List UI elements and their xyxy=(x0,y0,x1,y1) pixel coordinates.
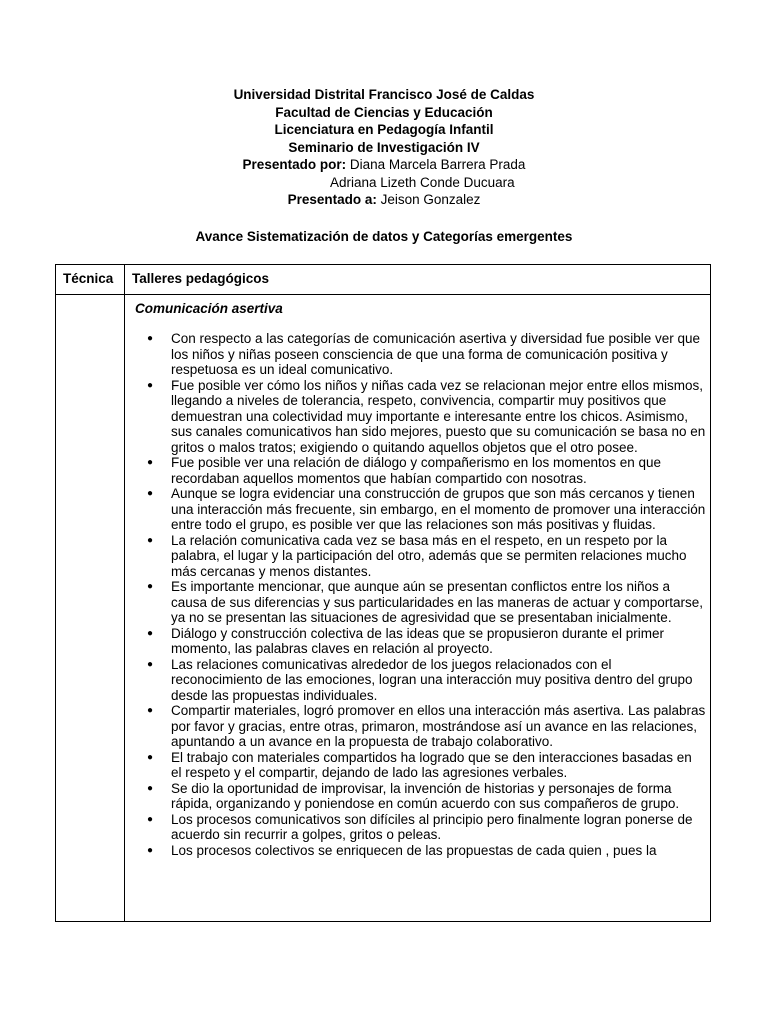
bullet-icon: ● xyxy=(147,844,154,856)
bullet-icon: ● xyxy=(147,813,154,825)
list-item xyxy=(135,843,706,859)
author-2: Adriana Lizeth Conde Ducuara xyxy=(330,174,515,190)
list-item xyxy=(135,703,706,750)
bullet-icon: ● xyxy=(147,581,154,592)
list-item xyxy=(135,579,706,626)
presented-by-label: Presentado por: xyxy=(242,157,347,172)
bullet-icon: ● xyxy=(147,627,154,639)
document-header xyxy=(0,86,768,209)
bullet-icon: ● xyxy=(147,488,154,499)
list-item-text: Con respecto a las categorías de comunicación asertiva y diversidad fue posible ver que los niños y niñas poseen consciencia de que una forma de comunicación positiva y respetuosa es un ideal comunicativo. xyxy=(171,331,701,377)
list-item xyxy=(135,626,706,657)
bullet-icon: ● xyxy=(147,534,154,546)
list-item xyxy=(135,331,706,378)
bullet-icon: ● xyxy=(147,333,154,344)
list-item xyxy=(135,486,706,533)
list-item xyxy=(135,781,706,812)
bullet-list xyxy=(135,331,706,858)
list-item-text: Compartir materiales, logró promover en ellos una interacción más asertiva. Las palabras por favor y gracias, entre otras, primaron, mostrándose así un avance en las relaciones, apuntando a un avance en la propuesta de trabajo colaborativo. xyxy=(171,703,706,749)
presented-to-line xyxy=(0,191,768,209)
recipient-name: Jeison Gonzalez xyxy=(380,192,481,207)
list-item-text: Diálogo y construcción colectiva de las ideas que se propusieron durante el primer momento, las palabras claves en relación al proyecto. xyxy=(171,625,665,656)
author-1: Diana Marcela Barrera Prada xyxy=(349,157,526,172)
bullet-icon: ● xyxy=(147,457,154,468)
list-item xyxy=(135,812,706,843)
list-item-text: Fue posible ver una relación de diálogo y compañerismo en los momentos en que recordaban aquellos momentos que habían compartido con nosotras. xyxy=(171,455,662,486)
list-item xyxy=(135,378,706,456)
list-item xyxy=(135,455,706,486)
content-cell xyxy=(125,294,711,921)
column-header-tecnica: Técnica xyxy=(56,265,125,295)
list-item-text: Los procesos colectivos se enriquecen de las propuestas de cada quien , pues la xyxy=(171,842,657,858)
data-table xyxy=(55,264,711,922)
bullet-icon: ● xyxy=(147,658,154,670)
bullet-icon: ● xyxy=(147,751,154,763)
list-item-text: La relación comunicativa cada vez se basa más en el respeto, en un respeto por la palabra, el lugar y la participación del otro, además que se permiten relaciones mucho más cercanas y menos distantes. xyxy=(171,532,687,579)
tecnica-cell xyxy=(56,294,125,921)
seminar-name: Seminario de Investigación IV xyxy=(288,139,480,155)
faculty-name: Facultad de Ciencias y Educación xyxy=(275,104,493,120)
list-item-text: Se dio la oportunidad de improvisar, la invención de historias y personajes de forma rápida, organizando y poniendose en común acuerdo con sus compañeros de grupo. xyxy=(171,780,680,811)
bullet-icon: ● xyxy=(147,379,154,391)
column-header-talleres: Talleres pedagógicos xyxy=(125,265,711,295)
list-item-text: Los procesos comunicativos son difíciles al principio pero finalmente logran ponerse de acuerdo sin recurrir a golpes, gritos o peleas. xyxy=(171,811,693,842)
presented-to-label: Presentado a: xyxy=(287,192,377,207)
list-item xyxy=(135,750,706,781)
list-item xyxy=(135,657,706,704)
bullet-icon: ● xyxy=(147,782,154,794)
document-title: Avance Sistematización de datos y Categorías emergentes xyxy=(195,229,573,244)
table-header-row xyxy=(56,265,711,295)
list-item xyxy=(135,533,706,580)
list-item-text: Es importante mencionar, que aunque aún se presentan conflictos entre los niños a causa de sus diferencias y sus particularidades en las maneras de actuar y comportarse, ya no se presentan las situaciones de agresividad que se presentaban inicialmente. xyxy=(171,579,704,625)
university-name: Universidad Distrital Francisco José de Caldas xyxy=(233,87,535,102)
table-body-row xyxy=(56,294,711,921)
presented-by-line xyxy=(0,156,768,174)
list-item-text: Aunque se logra evidenciar una construcción de grupos que son más cercanos y tienen una interacción más frecuente, sin embargo, en el momento de promover una interacción entre todo el grupo, es posible ver que las relaciones son más positivas y fluidas. xyxy=(171,486,706,532)
list-item-text: Las relaciones comunicativas alrededor de los juegos relacionados con el reconocimiento de las emociones, logran una interacción muy positiva dentro del grupo desde las propuestas individuales. xyxy=(171,656,693,703)
program-name: Licenciatura en Pedagogía Infantil xyxy=(274,122,494,137)
list-item-text: Fue posible ver cómo los niños y niñas cada vez se relacionan mejor entre ellos mismos, llegando a niveles de tolerancia, respeto, convivencia, compartir muy positivos que demuestran una colectividad muy importante e interesante entre los chicos. Asimismo, sus canales comunicativos han sido mejores, puesto que su comunicación se basa no en gritos o malos tratos; exigiendo o quitando aquellos objetos que el otro posee. xyxy=(171,377,706,455)
section-title: Comunicación asertiva xyxy=(135,300,283,316)
list-item-text: El trabajo con materiales compartidos ha logrado que se den interacciones basadas en el respeto y el compartir, dejando de lado las agresiones verbales. xyxy=(171,749,692,780)
bullet-icon: ● xyxy=(147,705,154,716)
